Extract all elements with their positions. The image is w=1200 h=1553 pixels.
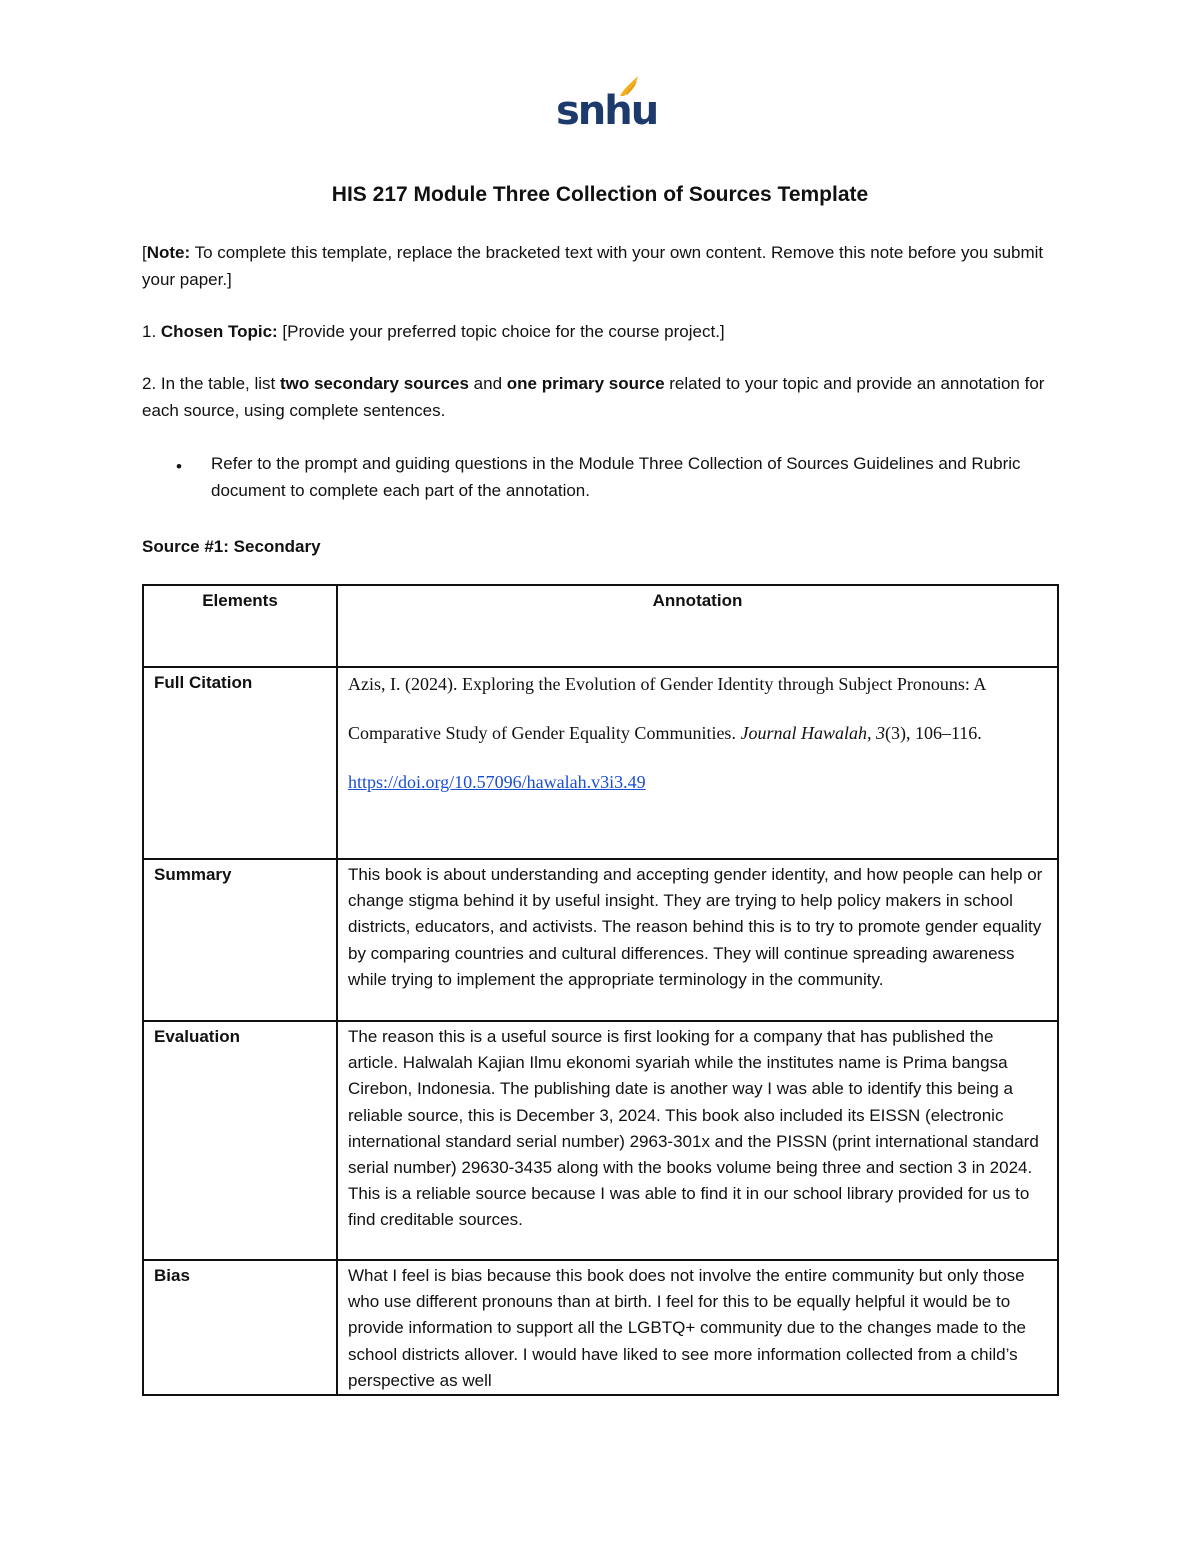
note-paragraph (142, 240, 1062, 293)
snhu-logo (556, 74, 658, 134)
item2-bold-secondary: two secondary sources (279, 374, 469, 393)
source-heading: Source #1: Secondary (142, 537, 321, 556)
citation-main: Azis, I. (2024). Exploring the Evolution of Gender Identity through Subject Pronouns: A Comparative Study of Gender Equality Communities. (348, 674, 986, 743)
bullet-icon: • (176, 457, 182, 476)
logo-wordmark: snhu (556, 88, 658, 134)
header-elements: Elements (143, 585, 337, 667)
item2-bold-primary: one primary source (506, 374, 665, 393)
item2-suffix: related to your topic and provide an annotation for each source, using complete sentences. (142, 374, 1045, 420)
summary-label: Summary (143, 859, 337, 1021)
table-row (143, 667, 1058, 859)
table-row (143, 1260, 1058, 1395)
header-annotation: Annotation (337, 585, 1058, 667)
table-header-row (143, 585, 1058, 667)
bias-label: Bias (143, 1260, 337, 1395)
document-title: HIS 217 Module Three Collection of Sources Template (331, 183, 869, 206)
evaluation-label: Evaluation (143, 1021, 337, 1260)
item1-number: 1. (142, 322, 161, 341)
citation-journal: Journal Hawalah, 3 (740, 723, 885, 743)
citation-cell (337, 667, 1058, 859)
chosen-topic-label: Chosen Topic: (160, 322, 278, 341)
citation-text (348, 667, 1047, 807)
citation-issue-pages: (3), 106–116. (884, 723, 982, 743)
table-row (143, 1021, 1058, 1260)
bullet-text: Refer to the prompt and guiding questions in the Module Three Collection of Sources Guidelines and Rubric document to complete each part of the annotation. (211, 454, 1021, 500)
note-label: Note: (146, 243, 191, 262)
evaluation-text: The reason this is a useful source is first looking for a company that has published the article. Halwalah Kajian Ilmu ekonomi syariah while the institutes name is Prima bangsa Cirebon, Indonesia. The publishing date is another way I was able to identify this being a reliable source, this is December 3, 2024. This book also included its EISSN (electronic international standard serial number) 2963-301x and the PISSN (print international standard serial number) 29630-3435 along with the books volume being three and section 3 in 2024. This is a reliable source because I was able to find it in our school library provided for us to find creditable sources. (337, 1021, 1058, 1260)
note-open-bracket: [ (142, 243, 147, 262)
annotation-table (142, 584, 1059, 1396)
summary-text: This book is about understanding and accepting gender identity, and how people can help or change stigma behind it by useful insight. They are trying to help policy makers in school districts, educators, and activists. The reason behind this is to try to promote gender equality by comparing countries and cultural differences. They will continue spreading awareness while trying to implement the appropriate terminology in the community. (337, 859, 1058, 1021)
instructions-paragraph (142, 371, 1062, 424)
item2-mid: and (468, 374, 507, 393)
doi-link[interactable]: https://doi.org/10.57096/hawalah.v3i3.49 (348, 772, 646, 792)
item2-prefix: 2. In the table, list (142, 374, 280, 393)
chosen-topic-paragraph (142, 319, 1062, 346)
note-text: To complete this template, replace the bracketed text with your own content. Remove this note before you submit your paper.] (142, 243, 1044, 289)
citation-label: Full Citation (143, 667, 337, 859)
chosen-topic-text: [Provide your preferred topic choice for the course project.] (277, 322, 725, 341)
table-row (143, 859, 1058, 1021)
bias-text: What I feel is bias because this book does not involve the entire community but only those who use different pronouns than at birth. I feel for this to be equally helpful it would be to provide information to support all the LGBTQ+ community due to the changes made to the school districts allover. I would have liked to see more information collected from a child’s perspective as well (337, 1260, 1058, 1395)
